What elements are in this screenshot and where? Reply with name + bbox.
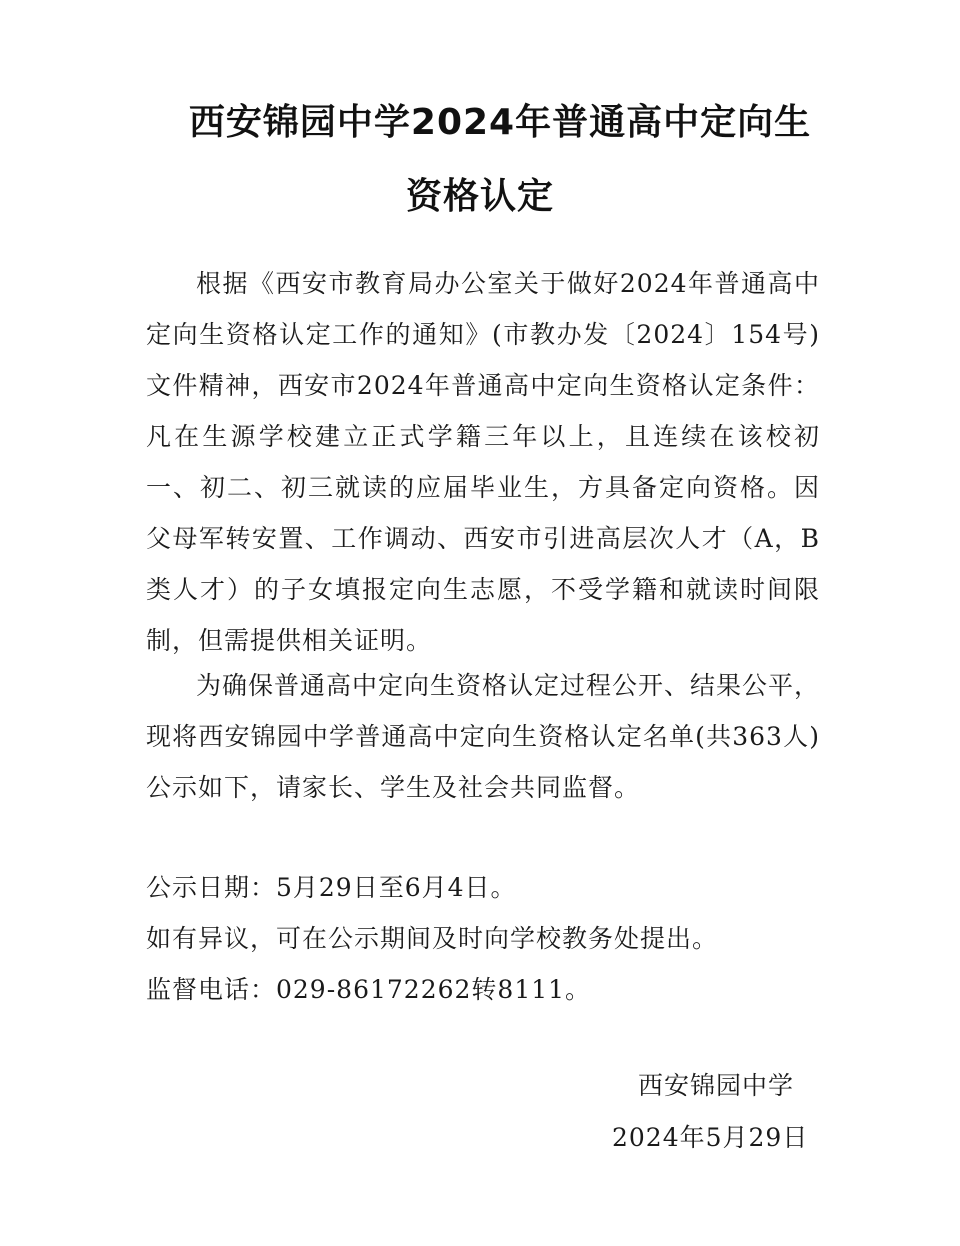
document-title-line2: 资格认定 [405,176,554,217]
supervision-phone: 监督电话：029-86172262转8111。 [146,975,592,1004]
body-paragraph-2: 为确保普通高中定向生资格认定过程公开、结果公平，现将西安锦园中学普通高中定向生资格认定名单(共363人)公示如下，请家长、学生及社会共同监督。 [146,671,821,802]
objection-note: 如有异议，可在公示期间及时向学校教务处提出。 [146,924,719,953]
body-paragraph-1: 根据《西安市教育局办公室关于做好2024年普通高中定向生资格认定工作的通知》(市教办发〔2024〕154号)文件精神，西安市2024年普通高中定向生资格认定条件：凡在生源学校建立正式学籍三年以上，且连续在该校初一、初二、初三就读的应届毕业生，方具备定向资格。因父母军转安置、工作调动、西安市引进高层次人才（A，B类人才）的子女填报定向生志愿，不受学籍和就读时间限制，但需提供相关证明。 [146,269,820,655]
document-title-line1: 西安锦园中学2024年普通高中定向生 [188,102,812,143]
body-paragraph-1-block [146,258,820,666]
notice-date: 公示日期：5月29日至6月4日。 [146,873,517,902]
signature-organization: 西安锦园中学 [638,1071,795,1100]
body-paragraph-2-block [146,660,820,813]
signature-date: 2024年5月29日 [612,1123,809,1152]
